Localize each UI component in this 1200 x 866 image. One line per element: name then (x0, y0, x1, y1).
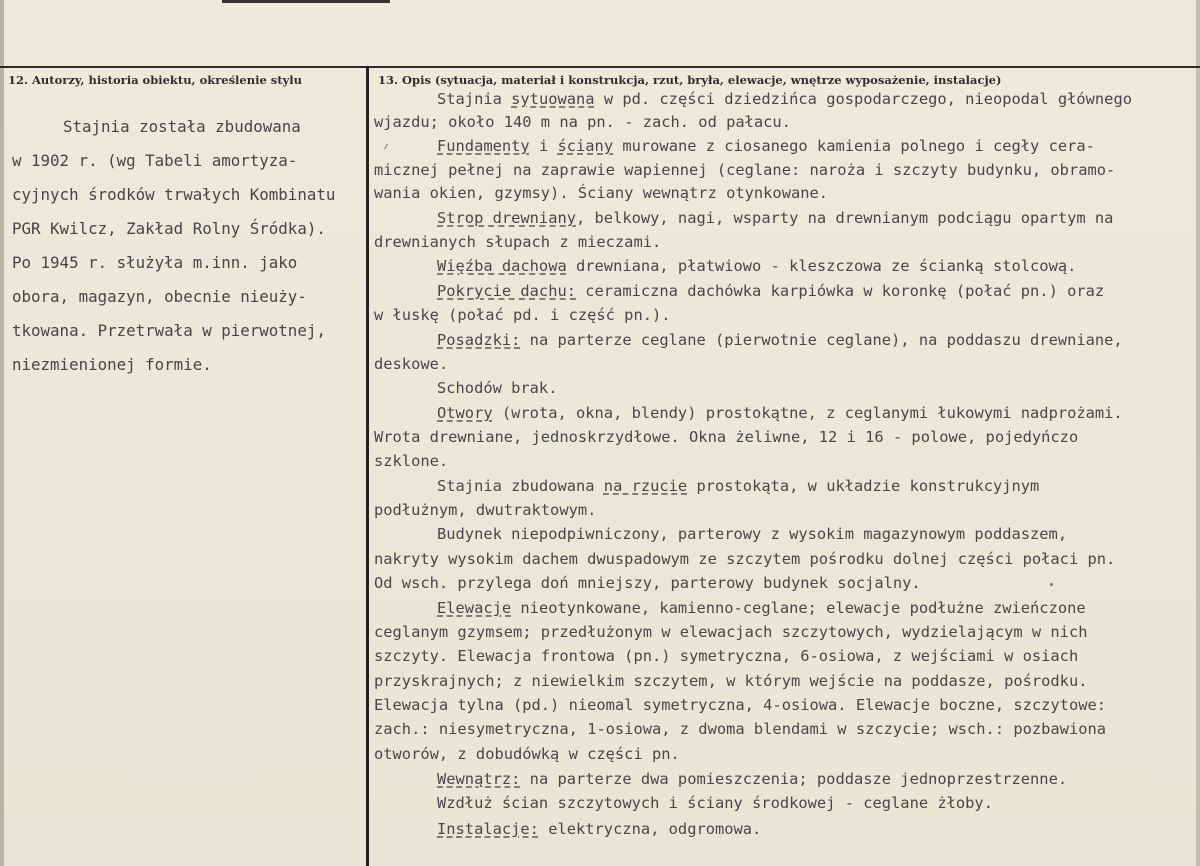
line-text: Budynek niepodpiwniczony, parterowy z wysokim magazynowym poddaszem, (437, 525, 1068, 543)
line-text: Stajnia zbudowana (437, 477, 604, 495)
line-text: wjazdu; około 140 m na pn. - zach. od pałacu. (374, 113, 791, 131)
line-text: podłużnym, dwutraktowym. (374, 501, 597, 519)
history-line: PGR Kwilcz, Zakład Rolny Śródka). (12, 219, 326, 238)
line-text: Elewacja tylna (pd.) nieomal symetryczna, 4-osiowa. Elewacje boczne, szczytowe: (374, 696, 1107, 714)
description-line (374, 113, 791, 131)
description-line (437, 820, 761, 838)
line-text: Stajnia (437, 90, 512, 108)
underlined-term: Wewnątrz: (437, 770, 521, 788)
description-line (374, 672, 1087, 690)
history-line: obora, magazyn, obecnie nieuży- (12, 287, 307, 306)
description-line (374, 428, 1078, 446)
line-text: otworów, z dobudówką w części pn. (374, 745, 680, 763)
description-line (437, 599, 1086, 617)
line-text: szczyty. Elewacja frontowa (pn.) symetryczna, 6-osiowa, z wejściami w osiach (374, 647, 1079, 665)
description-line (374, 452, 448, 470)
description-line (374, 501, 596, 519)
history-line: cyjnych środków trwałych Kombinatu (12, 185, 336, 204)
line-text: w łuskę (połać pd. i część pn.). (374, 306, 671, 324)
description-line (437, 331, 1123, 349)
description-line (374, 184, 828, 202)
description-line (437, 257, 1076, 275)
description-line (374, 233, 661, 251)
description-line (374, 745, 680, 763)
description-line (374, 355, 448, 373)
description-line (374, 574, 921, 592)
line-text: , belkowy, nagi, wsparty na drewnianym podciągu opartym na (576, 209, 1114, 227)
line-text: Schodów brak. (437, 379, 558, 397)
description-line (437, 525, 1067, 543)
description-line (374, 696, 1106, 714)
ink-dot (1050, 583, 1053, 586)
line-text: szklone. (374, 452, 449, 470)
line-text: Od wsch. przylega doń mniejszy, parterowy budynek socjalny. (374, 574, 921, 592)
history-line: niezmienionej formie. (12, 355, 212, 374)
underlined-term: Otwory (437, 404, 493, 422)
description-line (437, 770, 1067, 788)
line-text: nieotynkowane, kamienno-ceglane; elewacje podłużne zwieńczone (511, 599, 1086, 617)
description-line (437, 282, 1104, 300)
description-line (437, 794, 993, 812)
description-line (374, 647, 1078, 665)
line-text: Wrota drewniane, jednoskrzydłowe. Okna żeliwne, 12 i 16 - polowe, pojedyńczo (374, 428, 1079, 446)
line-text: (wrota, okna, blendy) prostokątne, z ceglanymi łukowymi nadprożami. (492, 404, 1123, 422)
underlined-term: Strop drewniany (437, 209, 576, 227)
underlined-term: na rzucie (603, 477, 688, 495)
description-line (437, 379, 557, 397)
underlined-term: Elewacje (437, 599, 512, 617)
underlined-term: ściany (557, 137, 614, 155)
underlined-term: sytuowana (511, 90, 595, 108)
underlined-term: Pokrycie dachu: (437, 282, 576, 300)
description-line (437, 137, 1095, 155)
line-text: zach.: niesymetryczna, 1-osiowa, z dwoma blendami w szczycie; wsch.: pozbawiona (374, 720, 1107, 738)
description-line (374, 623, 1087, 641)
line-text: ceglanym gzymsem; przedłużonym w elewacjach szczytowych, wydzielającym w nich (374, 623, 1088, 641)
line-text: elektryczna, odgromowa. (538, 820, 762, 838)
description-line (437, 209, 1113, 227)
line-text: przyskrajnych; z niewielkim szczytem, w którym wejście na poddasze, pośrodku. (374, 672, 1088, 690)
line-text: prostokąta, w układzie konstrukcyjnym (687, 477, 1040, 495)
description-line (437, 404, 1123, 422)
line-text: drewnianych słupach z mieczami. (374, 233, 662, 251)
line-text: ceramiczna dachówka karpiówka w koronkę (połać pn.) oraz (576, 282, 1105, 300)
history-line: Stajnia została zbudowana (63, 117, 301, 136)
underlined-term: Więźba dachowa (437, 257, 567, 275)
line-text: Wzdłuż ścian szczytowych i ściany środkowej - ceglane żłoby. (437, 794, 993, 812)
line-text: na parterze ceglane (pierwotnie ceglane), na poddaszu drewniane, (520, 331, 1123, 349)
section-12-header: 12. Autorzy, historia obiektu, określenie stylu (8, 73, 302, 87)
description-line (374, 306, 671, 324)
underlined-term: Fundamenty (437, 137, 530, 155)
line-text: nakryty wysokim dachem dwuspadowym ze szczytem pośrodku dolnej części połaci pn. (374, 550, 1116, 568)
description-line (437, 90, 1132, 108)
description-line (374, 161, 1115, 179)
history-line: Po 1945 r. służyła m.inn. jako (12, 253, 298, 272)
line-text: micznej pełnej na zaprawie wapiennej (ceglane: naroża i szczyty budynku, obramo- (374, 161, 1116, 179)
line-text: i (529, 137, 558, 155)
line-text: na parterze dwa pomieszczenia; poddasze jednoprzestrzenne. (520, 770, 1068, 788)
line-text: deskowe. (374, 355, 449, 373)
description-line (437, 477, 1039, 495)
underlined-term: Instalacje: (437, 820, 539, 838)
line-text: w pd. części dziedzińca gospodarczego, nieopodal głównego (594, 90, 1132, 108)
history-line: tkowana. Przetrwała w pierwotnej, (12, 321, 326, 340)
line-text: murowane z ciosanego kamienia polnego i cegły cera- (613, 137, 1095, 155)
line-text: wania okien, gzymsy). Ściany wewnątrz otynkowane. (374, 184, 829, 202)
section-13-header: 13. Opis (sytuacja, materiał i konstrukcja, rzut, bryła, elewacje, wnętrze wyposażenie, instalacje) (378, 73, 1002, 87)
history-line: w 1902 r. (wg Tabeli amortyza- (12, 151, 298, 170)
description-line (374, 720, 1106, 738)
underlined-term: Posadzki: (437, 331, 521, 349)
line-text: drewniana, płatwiowo - kleszczowa ze ścianką stolcową. (566, 257, 1077, 275)
description-line (374, 550, 1115, 568)
